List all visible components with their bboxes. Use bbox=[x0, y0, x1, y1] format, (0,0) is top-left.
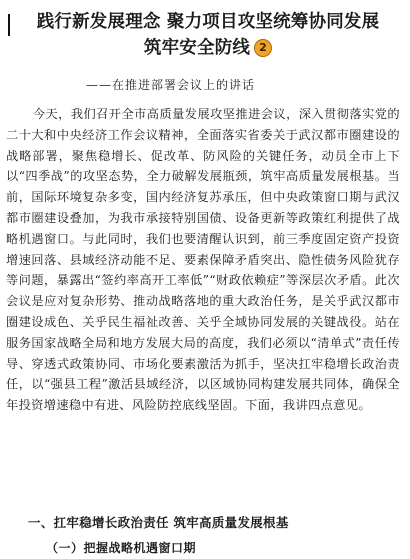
document-subtitle: ——在推进部署会议上的讲话 bbox=[86, 78, 256, 92]
title-line-2 bbox=[12, 35, 404, 61]
body-paragraph: 今天，我们召开全市高质量发展攻坚推进会议，深入贯彻落实党的二十大和中央经济工作会议精神，全面落实省委关于武汉都市圈建设的战略部署，聚焦稳增长、促改革、防风险的关键任务，动员全市上下以“四季战”的攻坚态势，全力破解发展瓶颈，筑牢高质量发展根基。当前，国际环境复杂多变，国内经济复苏承压，但中央政策窗口期与武汉都市圈建设叠加，为我市承接特别国债、设备更新等政策红利提供了战略机遇窗口。与此同时，我们也要清醒认识到，前三季度固定资产投资增速回落、县域经济动能不足、要素保障矛盾突出、隐性债务风险犹存等问题，暴露出“签约率高开工率低”“财政依赖症”等深层次矛盾。此次会议是应对复杂形势、推动战略落地的重大政治任务，是关乎武汉都市圈建设成色、关乎民生福祉改善、关乎全域协同发展的关键战役。站在服务国家战略全局和地方发展大局的高度，我们必须以“清单式”责任传导、穿透式政策协同、市场化要素激活为抓手，坚决扛牢稳增长政治责任，以“强县工程”激活县域经济，以区域协同构建发展共同体，确保全年投资增速稳中有进、风险防控底线坚固。下面，我讲四点意见。 bbox=[6, 107, 400, 413]
text-cursor-bar bbox=[8, 14, 10, 36]
numbered-badge-icon[interactable]: 2 bbox=[254, 39, 272, 57]
title-line-2-text: 筑牢安全防线 bbox=[143, 38, 251, 58]
subsection-heading: （一）把握战略机遇窗口期 bbox=[46, 541, 197, 555]
document-title bbox=[12, 9, 404, 61]
title-line-1: 践行新发展理念 聚力项目攻坚统筹协同发展 bbox=[36, 12, 380, 32]
section-heading: 一、扛牢稳增长政治责任 筑牢高质量发展根基 bbox=[28, 515, 289, 530]
